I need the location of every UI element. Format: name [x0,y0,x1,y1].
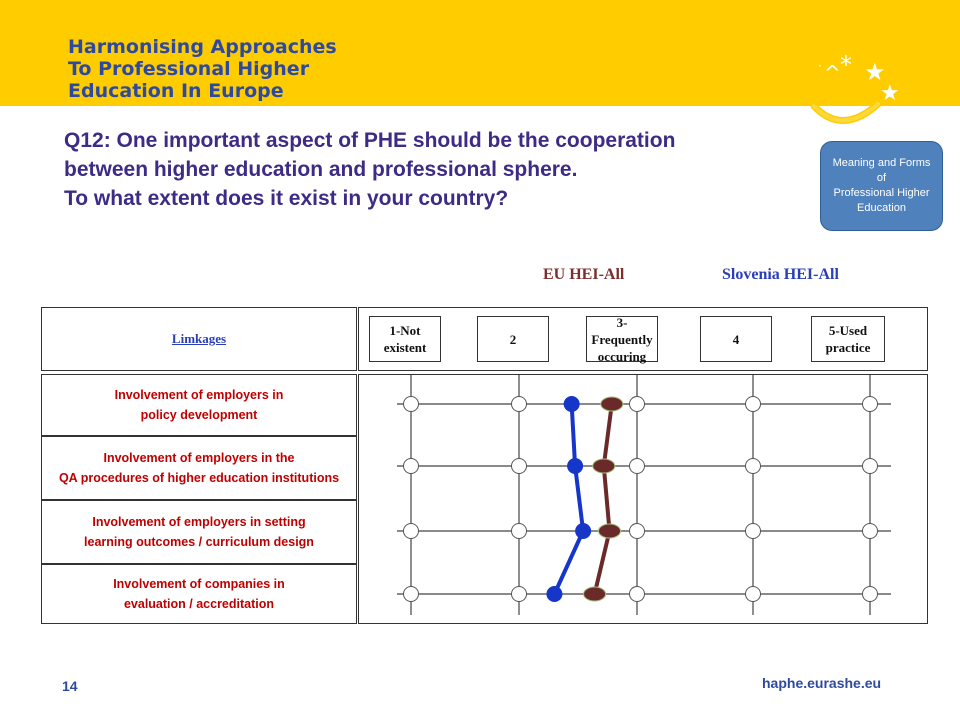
legend-slovenia-hei: Slovenia HEI-All [722,266,839,283]
series-line-slovenia [554,404,583,594]
logo-line: Harmonising Approaches [68,36,337,58]
scale-node-marker [746,459,761,474]
svg-text:★: ★ [880,81,900,106]
data-point-eu [601,397,623,411]
category-label [41,564,357,624]
data-point-eu [599,524,621,538]
category-line: evaluation / accreditation [123,597,275,611]
question-line: Q12: One important aspect of PHE should be the cooperation [64,129,676,152]
data-point-eu [584,587,606,601]
chart-plot-area [358,374,928,624]
category-line: learning outcomes / curriculum design [84,535,314,549]
project-logo-text [68,36,337,102]
scale-label-5 [811,316,885,362]
button-line: Education [857,202,906,214]
category-line: policy development [140,408,258,422]
scale-node-marker [746,524,761,539]
scale-text: 4 [732,331,740,347]
button-line: Meaning and Forms [832,157,931,169]
scale-node-marker [404,459,419,474]
logo-line: Education In Europe [68,80,284,102]
category-line: Involvement of companies in [113,577,285,591]
svg-text:·: · [818,59,822,73]
scale-node-marker [512,587,527,602]
scale-node-marker [512,459,527,474]
question-title [64,126,784,213]
category-line: QA procedures of higher education institutions [58,471,340,485]
scale-label-3 [586,316,658,362]
chart-svg [359,375,927,623]
scale-node-marker [863,524,878,539]
category-label [41,374,357,436]
question-line: To what extent does it exist in your country? [64,187,509,210]
scale-node-marker [512,397,527,412]
page-number: 14 [62,678,78,694]
category-label [41,436,357,500]
data-point-slovenia [546,586,562,602]
data-point-eu [593,459,615,473]
scale-node-marker [746,587,761,602]
scale-label-4 [700,316,772,362]
button-line: of [876,172,887,184]
scale-text: 1-Not [389,323,421,338]
category-line: Involvement of employers in the [103,451,295,465]
scale-node-marker [630,397,645,412]
svg-text:^: ^ [824,61,841,85]
scale-node-marker [630,587,645,602]
logo-line: To Professional Higher [68,58,310,80]
scale-text: 3-Frequently [591,314,653,347]
scale-node-marker [863,459,878,474]
question-line: between higher education and professional sphere. [64,158,578,181]
linkages-header-label: Limkages [171,331,227,346]
scale-header [358,307,928,371]
scale-text: 2 [509,331,517,347]
scale-node-marker [630,524,645,539]
footer-site-url: haphe.eurashe.eu [762,675,882,691]
category-label [41,500,357,564]
scale-node-marker [512,524,527,539]
scale-text: occuring [597,348,647,364]
scale-label-1 [369,316,441,362]
scale-node-marker [746,397,761,412]
series-line-eu [595,404,612,594]
scale-text: 5-Used [828,323,868,338]
scale-node-marker [404,397,419,412]
scale-node-marker [404,587,419,602]
scale-node-marker [863,397,878,412]
linkages-header [41,307,357,371]
legend-eu-hei: EU HEI-All [543,266,625,283]
button-line: Professional Higher [833,187,930,199]
eu-stars-logo-icon [800,40,920,140]
category-line: Involvement of employers in setting [92,515,306,529]
meaning-forms-button[interactable] [820,141,943,231]
data-point-slovenia [575,523,591,539]
data-point-slovenia [567,458,583,474]
svg-text:*: * [840,51,852,79]
scale-node-marker [404,524,419,539]
data-point-slovenia [564,396,580,412]
scale-node-marker [630,459,645,474]
scale-node-marker [863,587,878,602]
scale-text: existent [383,340,427,355]
category-line: Involvement of employers in [114,388,284,402]
svg-text:★: ★ [864,58,886,86]
scale-label-2 [477,316,549,362]
scale-text: practice [825,340,871,355]
